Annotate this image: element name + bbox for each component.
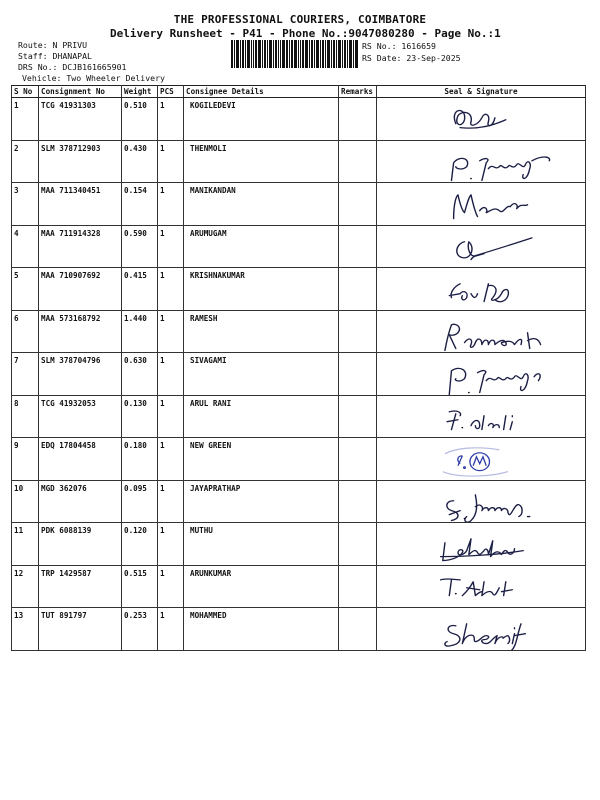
cell-pcs: 1 — [158, 523, 184, 566]
table-row — [12, 608, 586, 651]
handwritten-signature — [377, 396, 585, 438]
runsheet-table — [11, 85, 586, 651]
rs-date: RS Date: 23-Sep-2025 — [362, 53, 461, 63]
cell-consignment-no: MGD 362076 — [39, 480, 122, 523]
cell-remarks — [339, 438, 377, 481]
table-row — [12, 140, 586, 183]
cell-weight: 0.415 — [122, 268, 158, 311]
cell-remarks — [339, 225, 377, 268]
cell-remarks — [339, 98, 377, 141]
cell-consignment-no: TCG 41932053 — [39, 395, 122, 438]
handwritten-signature — [377, 438, 585, 480]
column-header-weight: Weight — [122, 86, 158, 98]
cell-pcs: 1 — [158, 140, 184, 183]
cell-remarks — [339, 480, 377, 523]
cell-weight: 0.590 — [122, 225, 158, 268]
cell-consignment-no: TUT 891797 — [39, 608, 122, 651]
cell-weight: 0.515 — [122, 565, 158, 608]
handwritten-signature — [377, 566, 585, 608]
cell-pcs: 1 — [158, 98, 184, 141]
column-header-remarks: Remarks — [339, 86, 377, 98]
cell-weight: 0.154 — [122, 183, 158, 226]
table-row — [12, 353, 586, 396]
table-row — [12, 225, 586, 268]
cell-consignment-no: PDK 6088139 — [39, 523, 122, 566]
handwritten-signature — [377, 608, 585, 650]
handwritten-signature — [377, 353, 585, 395]
cell-sno: 8 — [12, 395, 39, 438]
cell-sno: 5 — [12, 268, 39, 311]
cell-sno: 3 — [12, 183, 39, 226]
cell-pcs: 1 — [158, 480, 184, 523]
column-header-signature: Seal & Signature — [377, 86, 586, 98]
cell-signature — [377, 353, 586, 396]
cell-consignee: THENMOLI — [184, 140, 339, 183]
cell-remarks — [339, 608, 377, 651]
table-row — [12, 480, 586, 523]
cell-remarks — [339, 310, 377, 353]
handwritten-signature — [377, 311, 585, 353]
drs-number: DRS No.: DCJB161665901 — [18, 62, 127, 72]
table-row — [12, 395, 586, 438]
cell-consignee: MOHAMMED — [184, 608, 339, 651]
cell-pcs: 1 — [158, 183, 184, 226]
cell-signature — [377, 480, 586, 523]
handwritten-signature — [377, 183, 585, 225]
cell-signature — [377, 523, 586, 566]
cell-signature — [377, 438, 586, 481]
cell-remarks — [339, 395, 377, 438]
cell-pcs: 1 — [158, 225, 184, 268]
cell-consignee: MANIKANDAN — [184, 183, 339, 226]
table-row — [12, 310, 586, 353]
cell-weight: 0.095 — [122, 480, 158, 523]
cell-consignee: ARUMUGAM — [184, 225, 339, 268]
cell-remarks — [339, 523, 377, 566]
cell-weight: 0.430 — [122, 140, 158, 183]
column-header-consignment: Consignment No — [39, 86, 122, 98]
handwritten-signature — [377, 523, 585, 565]
cell-consignment-no: MAA 711914328 — [39, 225, 122, 268]
page-subtitle: Delivery Runsheet - P41 - Phone No.:9047080280 - Page No.:1 — [110, 27, 501, 40]
cell-signature — [377, 268, 586, 311]
cell-remarks — [339, 565, 377, 608]
table-row — [12, 98, 586, 141]
cell-signature — [377, 310, 586, 353]
cell-weight: 0.630 — [122, 353, 158, 396]
barcode-image — [231, 40, 358, 68]
handwritten-signature — [377, 268, 585, 310]
cell-sno: 11 — [12, 523, 39, 566]
table-row — [12, 565, 586, 608]
cell-weight: 0.510 — [122, 98, 158, 141]
cell-signature — [377, 565, 586, 608]
table-row — [12, 268, 586, 311]
rs-number: RS No.: 1616659 — [362, 41, 436, 51]
cell-sno: 4 — [12, 225, 39, 268]
cell-signature — [377, 608, 586, 651]
cell-consignee: MUTHU — [184, 523, 339, 566]
cell-consignment-no: MAA 711340451 — [39, 183, 122, 226]
table-header-row — [12, 86, 586, 98]
vehicle-text: Vehicle: Two Wheeler Delivery — [22, 73, 165, 83]
cell-pcs: 1 — [158, 353, 184, 396]
cell-signature — [377, 140, 586, 183]
cell-sno: 7 — [12, 353, 39, 396]
cell-consignment-no: TRP 1429587 — [39, 565, 122, 608]
cell-pcs: 1 — [158, 268, 184, 311]
cell-sno: 13 — [12, 608, 39, 651]
cell-remarks — [339, 140, 377, 183]
handwritten-signature — [377, 98, 585, 140]
cell-signature — [377, 98, 586, 141]
table-row — [12, 523, 586, 566]
cell-consignment-no: TCG 41931303 — [39, 98, 122, 141]
cell-sno: 1 — [12, 98, 39, 141]
cell-consignee: RAMESH — [184, 310, 339, 353]
column-header-sno: S No — [12, 86, 39, 98]
cell-pcs: 1 — [158, 438, 184, 481]
cell-consignment-no: EDQ 17804458 — [39, 438, 122, 481]
cell-remarks — [339, 268, 377, 311]
column-header-consignee: Consignee Details — [184, 86, 339, 98]
cell-sno: 6 — [12, 310, 39, 353]
cell-weight: 1.440 — [122, 310, 158, 353]
cell-consignee: KRISHNAKUMAR — [184, 268, 339, 311]
cell-weight: 0.253 — [122, 608, 158, 651]
cell-sno: 2 — [12, 140, 39, 183]
cell-consignee: JAYAPRATHAP — [184, 480, 339, 523]
cell-signature — [377, 225, 586, 268]
cell-remarks — [339, 183, 377, 226]
cell-signature — [377, 183, 586, 226]
cell-consignment-no: SLM 378712903 — [39, 140, 122, 183]
cell-pcs: 1 — [158, 310, 184, 353]
cell-weight: 0.180 — [122, 438, 158, 481]
cell-pcs: 1 — [158, 565, 184, 608]
column-header-pcs: PCS — [158, 86, 184, 98]
cell-signature — [377, 395, 586, 438]
cell-consignee: SIVAGAMI — [184, 353, 339, 396]
cell-consignee: ARUNKUMAR — [184, 565, 339, 608]
route-text: Route: N PRIVU — [18, 40, 88, 50]
cell-weight: 0.130 — [122, 395, 158, 438]
cell-weight: 0.120 — [122, 523, 158, 566]
cell-consignment-no: MAA 573168792 — [39, 310, 122, 353]
cell-sno: 9 — [12, 438, 39, 481]
handwritten-signature — [377, 226, 585, 268]
page-title: THE PROFESSIONAL COURIERS, COIMBATORE — [173, 13, 427, 26]
staff-text: Staff: DHANAPAL — [18, 51, 92, 61]
cell-sno: 12 — [12, 565, 39, 608]
cell-consignee: NEW GREEN — [184, 438, 339, 481]
cell-consignment-no: SLM 378704796 — [39, 353, 122, 396]
cell-sno: 10 — [12, 480, 39, 523]
table-row — [12, 183, 586, 226]
cell-remarks — [339, 353, 377, 396]
cell-consignee: ARUL RANI — [184, 395, 339, 438]
cell-consignee: KOGILEDEVI — [184, 98, 339, 141]
handwritten-signature — [377, 141, 585, 183]
handwritten-signature — [377, 481, 585, 523]
cell-pcs: 1 — [158, 395, 184, 438]
cell-consignment-no: MAA 710907692 — [39, 268, 122, 311]
cell-pcs: 1 — [158, 608, 184, 651]
table-row — [12, 438, 586, 481]
